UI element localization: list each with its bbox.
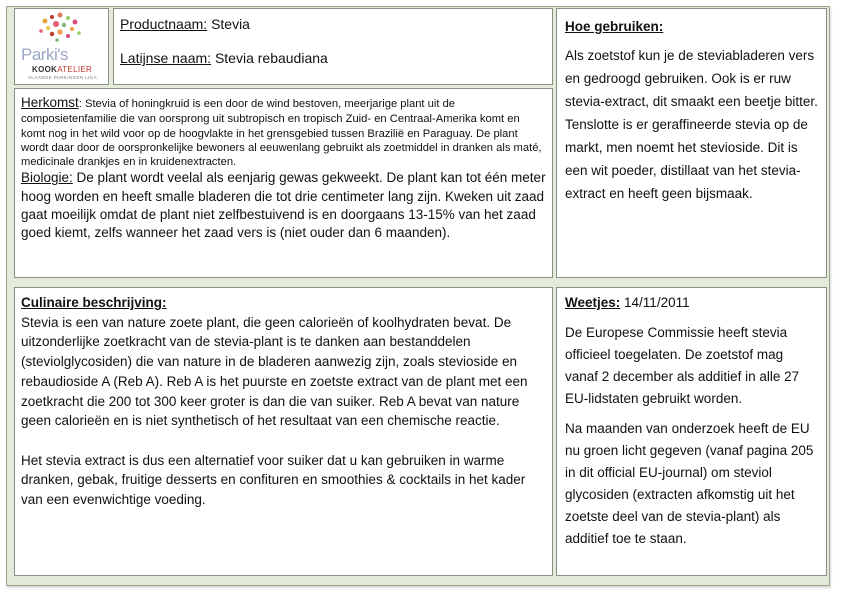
facts-box [556, 287, 827, 576]
facts-date: 14/11/2011 [620, 295, 690, 310]
culinary-heading: Culinaire beschrijving: [21, 295, 167, 310]
origin-biology-box [14, 88, 553, 278]
biology-paragraph [21, 169, 546, 242]
facts-paragraph-1: De Europese Commissie heeft stevia officieel toegelaten. De zoetstof mag vanaf 2 december als additief in alle 27 EU-lidstaten gebruikt worden. [565, 325, 800, 406]
culinary-description-box [14, 287, 553, 576]
biology-text: De plant wordt veelal als eenjarig gewas gekweekt. De plant kan tot één meter hoog worden en heeft smalle bladeren die tot drie centimeter lang zijn. Kweken uit zaad gaat moeilijk omdat de plant niet zelfbestuivend is en doorgaans 13-15% van het zaad goed kiemt, zelfs wanneer het zaad vers is (niet ouder dan 6 maanden). [21, 170, 546, 241]
origin-paragraph [21, 94, 546, 169]
culinary-paragraph-1: Stevia is een van nature zoete plant, die geen calorieën of koolhydraten bevat. De uitzonderlijke zoetkracht van de stevia-plant is te danken aan bestanddelen (steviolglycosiden) die van nature in de bladeren aanwezig zijn, zoals stevioside en rebaudioside A (Reb A). Reb A is het puurste en zoetste extract van de plant met een zoetkracht die 200 tot 300 keer groter is dan die van suiker. Reb A bevat van nature geen calorieën en is niet synthetisch of het resultaat van een chemische reactie. [21, 314, 528, 429]
origin-label: Herkomst [21, 95, 79, 110]
product-name-label: Productnaam: [120, 16, 208, 32]
facts-header [565, 292, 818, 314]
logo-tagline: VLAAMSE PARKINSON LIGA [28, 75, 97, 80]
product-name-box [113, 8, 553, 85]
biology-label: Biologie: [21, 170, 73, 186]
product-name-value: Stevia [211, 16, 250, 32]
logo-subtitle: KOOKATELIER [32, 65, 93, 74]
how-to-use-text: Als zoetstof kun je de steviabladeren vers en gedroogd gebruiken. Ook is er ruw stevia-extract, dit smaakt een beetje bitter. Tenslotte is er geraffineerde stevia op de markt, men noemt het stevioside. Dit is een wit poeder, distillaat van het stevia-extract en heeft geen bijsmaak. [565, 48, 818, 201]
culinary-paragraph-2: Het stevia extract is dus een alternatief voor suiker dat u kan gebruiken in warme dranken, gebak, fruitige desserts en confituren en smoothies & cocktails in het kader van een evenwichtige voeding. [21, 452, 526, 508]
latin-name-line [120, 50, 546, 66]
origin-text: : Stevia of honingkruid is een door de wind bestoven, meerjarige plant uit de composietenfamilie die van oorsprong uit subtropisch en tropisch Zuid- en Centraal-Amerika komt en komt nog in het wild voor op de hoogvlakte in het grensgebied tussen Brazilië en Paraguay. De plant wordt daar door de oorspronkelijke bewoners al eeuwenlang gebruikt als zoetmiddel in dranken als maté, medicinale drankjes en in kruidenextracten. [21, 98, 542, 169]
latin-name-value: Stevia rebaudiana [214, 50, 328, 66]
latin-name-label: Latijnse naam: [120, 50, 212, 66]
logo-title: Parki's [21, 45, 68, 64]
how-to-use-box [556, 8, 827, 278]
product-name-line [120, 16, 546, 32]
facts-paragraph-2: Na maanden van onderzoek heeft de EU nu groen licht gegeven (vanaf pagina 205 in dit official EU-journal) om steviol glycosiden (extracten afkomstig uit het zoetste deel van de stevia-plant) als additief toe te staan. [565, 421, 814, 546]
parkis-kookatelier-logo [14, 8, 109, 85]
facts-label: Weetjes: [565, 295, 621, 310]
how-to-use-heading: Hoe gebruiken: [565, 19, 664, 34]
